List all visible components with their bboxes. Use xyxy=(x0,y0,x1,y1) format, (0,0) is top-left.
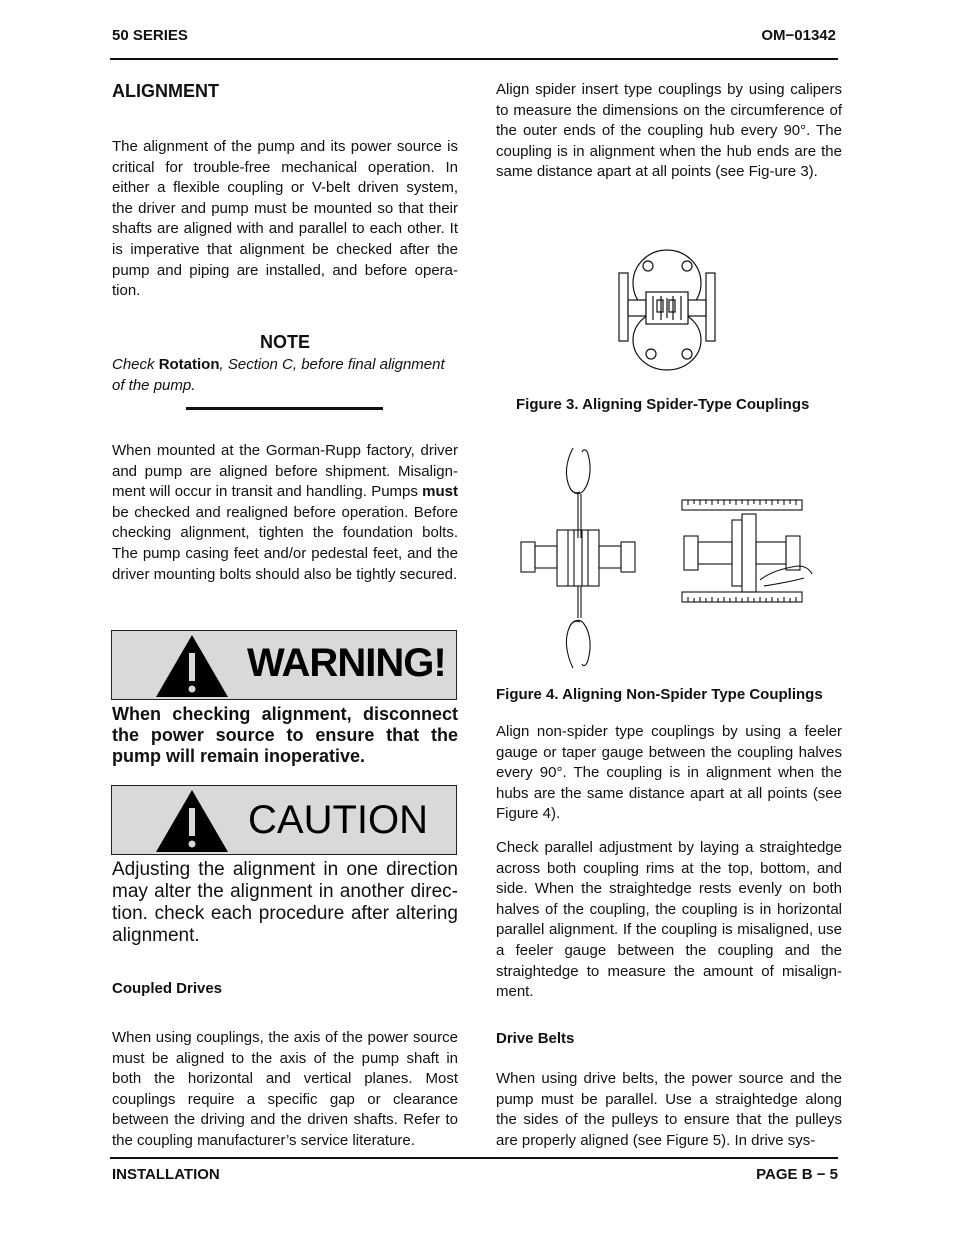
note-text-pre: Check xyxy=(112,356,159,373)
note-divider xyxy=(186,407,383,410)
figure-4-straightedge-illustration xyxy=(680,498,814,604)
caution-box xyxy=(111,785,457,855)
factory-text-a: When mounted at the Gorman-Rupp factory, driver and pump are aligned before shipment. Misalign-ment will occur in transit and handling. Pumps xyxy=(112,442,458,501)
caution-word: CAUTION xyxy=(248,798,428,842)
figure-4-caption: Figure 4. Aligning Non-Spider Type Couplings xyxy=(496,686,823,703)
footer-rule xyxy=(110,1157,838,1159)
footer-section: INSTALLATION xyxy=(112,1166,220,1183)
non-spider-paragraph: Align non-spider type couplings by using a feeler gauge or taper gauge between the coupling halves every 90°. The coupling is in alignment when the hubs are the same distance apart at all points (see Figure 4). xyxy=(496,723,842,823)
coupled-drives-heading: Coupled Drives xyxy=(112,980,223,997)
note-text-bold: Rotation xyxy=(158,356,220,373)
drive-belts-paragraph: When using drive belts, the power source and the pump must be parallel. Use a straightedge along the sides of the pulleys to ensure that the pulleys are properly aligned (see Figure 5). In drive sys- xyxy=(496,1070,842,1149)
caution-text: Adjusting the alignment in one direction may alter the alignment in another direc-tion. check each procedure after altering alignment. xyxy=(112,859,458,946)
alignment-paragraph: The alignment of the pump and its power source is critical for trouble-free mechanical operation. In either a flexible coupling or V-belt driven system, the driver and pump must be mounted so that their shafts are aligned with and parallel to each other. It is imperative that alignment be checked after the pump and piping are installed, and before opera-tion. xyxy=(112,138,458,300)
note-text-post: , Section C, before final alignment of the pump. xyxy=(112,356,445,394)
factory-paragraph xyxy=(112,441,458,585)
footer-page-number: PAGE B − 5 xyxy=(756,1166,838,1183)
header-rule xyxy=(110,58,838,60)
header-series: 50 SERIES xyxy=(112,27,188,44)
warning-triangle-icon xyxy=(154,633,230,699)
section-heading: ALIGNMENT xyxy=(112,81,219,101)
header-doc-number: OM−01342 xyxy=(761,27,836,44)
figure-4-feeler-gauge-illustration xyxy=(518,446,643,671)
note-title: NOTE xyxy=(259,332,310,352)
parallel-paragraph: Check parallel adjustment by laying a straightedge across both coupling rims at the top, bottom, and side. When the straightedge rests evenly on both halves of the coupling, the coupling is in horizontal parallel alignment. If the coupling is misaligned, use a feeler gauge between the coupling and the straightedge to measure the amount of misalign-ment. xyxy=(496,839,842,1001)
caution-triangle-icon xyxy=(154,788,230,854)
note-body xyxy=(112,355,458,396)
factory-text-bold: must xyxy=(422,483,458,501)
warning-box xyxy=(111,630,457,700)
factory-text-b: be checked and realigned before operation. Before checking alignment, tighten the foundation bolts. The pump casing feet and/or pedestal feet, and the driver mounting bolts should also be tightly secured. xyxy=(112,503,458,583)
coupled-drives-paragraph: When using couplings, the axis of the power source must be aligned to the axis of the pump shaft in both the horizontal and vertical planes. Most couplings require a specific gap or clearance between the driving and the driven shafts. Refer to the coupling manufacturer’s service literature. xyxy=(112,1029,458,1149)
figure-3-caption: Figure 3. Aligning Spider-Type Couplings xyxy=(516,396,810,413)
spider-paragraph: Align spider insert type couplings by using calipers to measure the dimensions on the circumference of the outer ends of the coupling hub every 90°. The coupling is in alignment when the hub ends are the same distance apart at all points (see Fig-ure 3). xyxy=(496,81,842,181)
figure-3-spider-coupling-illustration xyxy=(617,248,717,373)
warning-word: WARNING! xyxy=(247,641,446,685)
drive-belts-heading: Drive Belts xyxy=(496,1030,575,1047)
warning-text: When checking alignment, disconnect the power source to ensure that the pump will remain inoperative. xyxy=(112,704,458,766)
